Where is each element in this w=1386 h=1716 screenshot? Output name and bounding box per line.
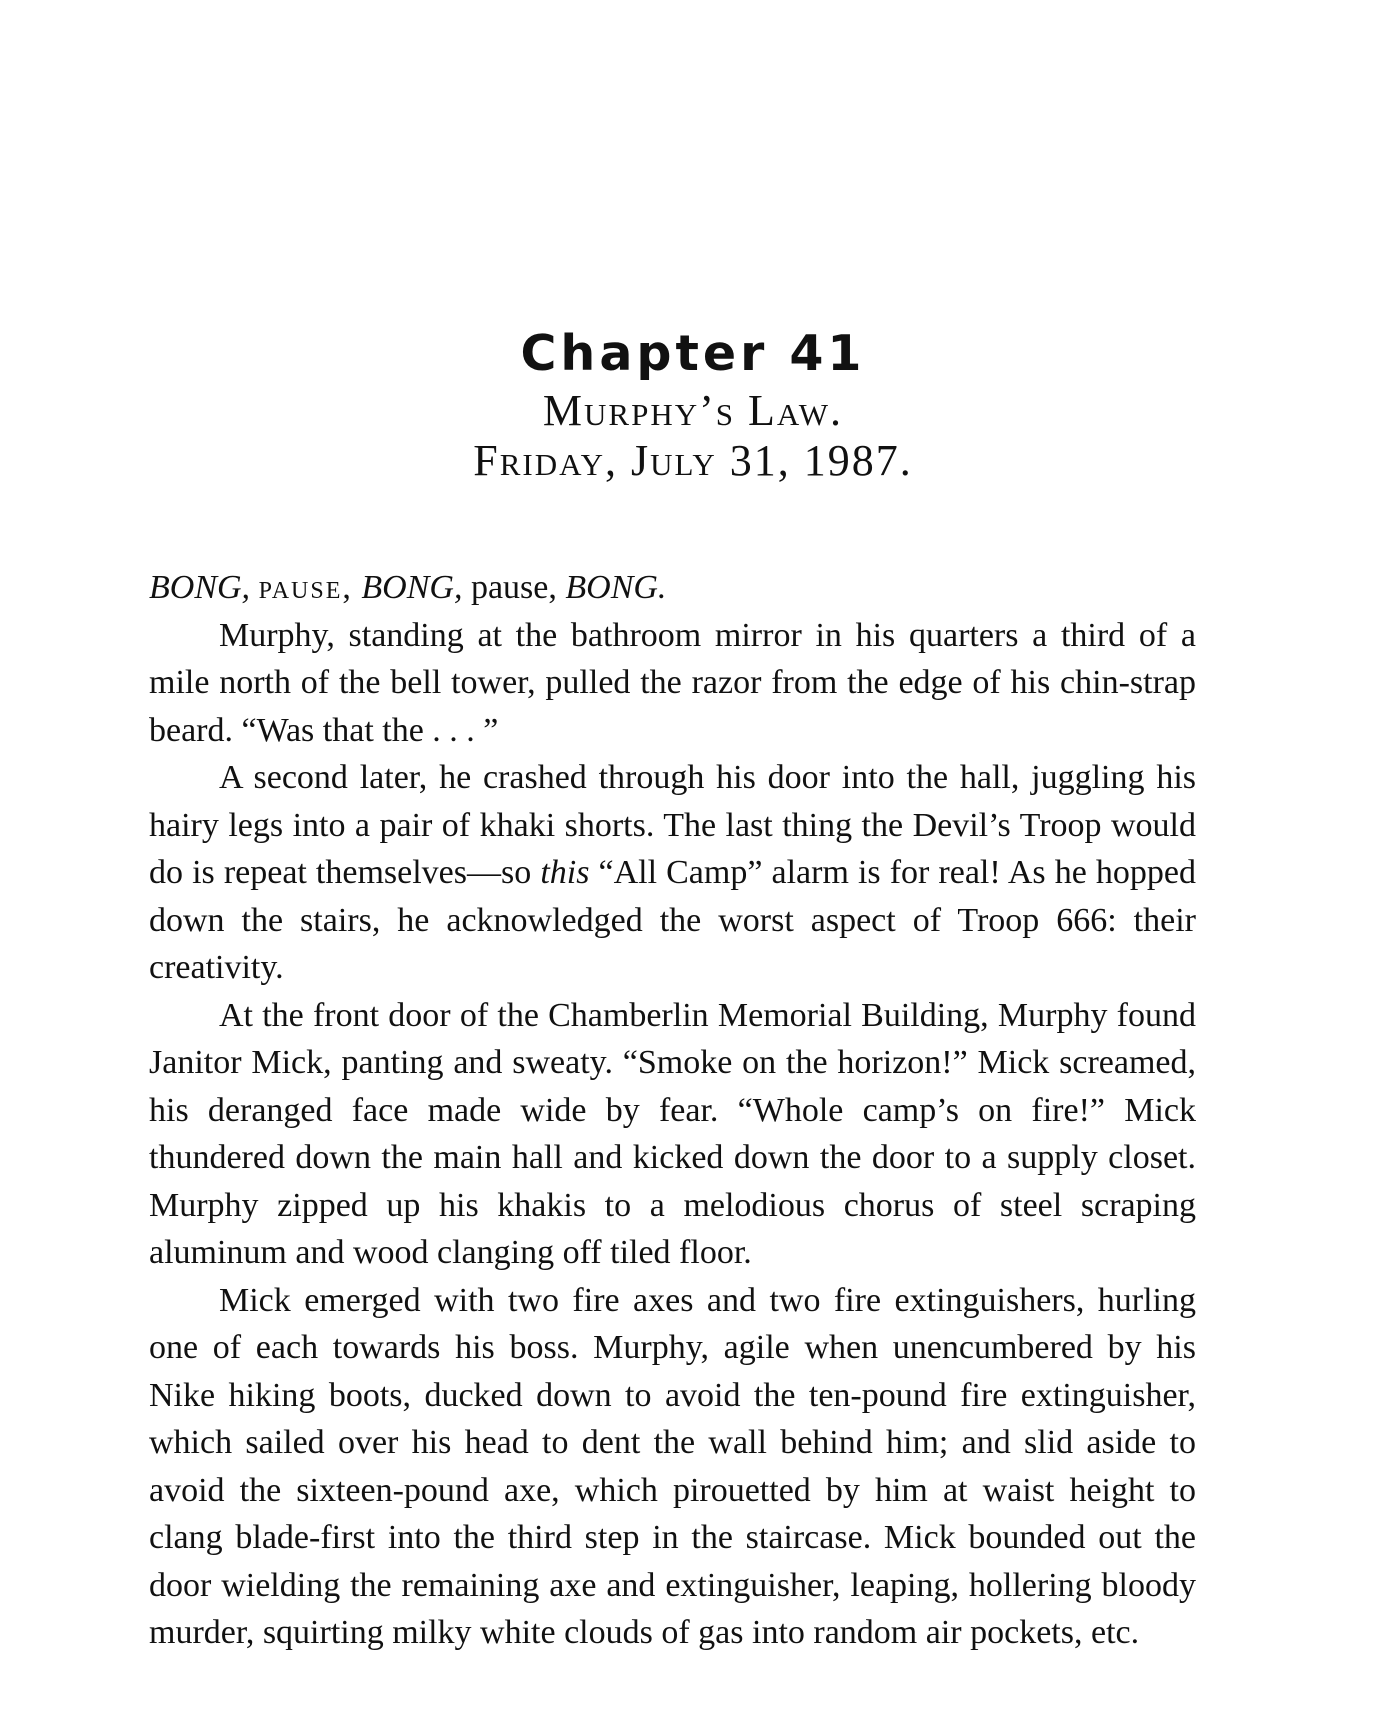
chapter-subtitle: Murphy’s Law. [542, 386, 844, 435]
opening-line [149, 564, 1196, 612]
paragraph-2-text: “All Camp” alarm is for real! As he hopped down the stairs, he acknowledged the worst aspect of Troop 666: their creativity. [149, 854, 1196, 986]
paragraph-4: Mick emerged with two fire axes and two fire extinguishers, hurling one of each towards his boss. Murphy, agile when unencumbered by his Nike hiking boots, ducked down to avoid the ten-pound fire extinguisher, which sailed over his head to dent the wall behind him; and slid aside to avoid the sixteen-pound axe, which pirouetted by him at waist height to clang blade-first into the third step in the staircase. Mick bounded out the door wielding the remaining axe and extinguisher, leaping, hollering bloody murder, squirting milky white clouds of gas into random air pockets, etc. [149, 1281, 1196, 1651]
pause-text: pause, [258, 569, 353, 606]
chapter-title: Chapter 41 [520, 325, 866, 382]
paragraph-1: Murphy, standing at the bathroom mirror in his quarters a third of a mile north of the bell tower, pulled the razor from the edge of his chin-strap beard. “Was that the . . . ” [149, 616, 1196, 749]
bong-text: BONG, [361, 569, 463, 606]
bong-text: BONG, [149, 569, 251, 606]
bong-text: BONG. [565, 569, 667, 606]
chapter-header [0, 322, 1386, 486]
paragraph-2 [149, 754, 1196, 992]
emphasis-text: this [540, 854, 590, 891]
chapter-date: Friday, July 31, 1987. [473, 436, 913, 485]
pause-text: pause, [470, 569, 557, 606]
paragraph-3: At the front door of the Chamberlin Memorial Building, Murphy found Janitor Mick, panting and sweaty. “Smoke on the horizon!” Mick screamed, his deranged face made wide by fear. “Whole camp’s on fire!” Mick thundered down the main hall and kicked down the door to a supply closet. Murphy zipped up his khakis to a melodious chorus of steel scraping aluminum and wood clanging off tiled floor. [149, 996, 1196, 1271]
chapter-body [149, 564, 1196, 1657]
paragraph-2-text: A second later, he crashed through his door into the hall, juggling his hairy legs into a pair of khaki shorts. The last thing the Devil’s Troop would do is repeat themselves—so [149, 759, 1196, 891]
